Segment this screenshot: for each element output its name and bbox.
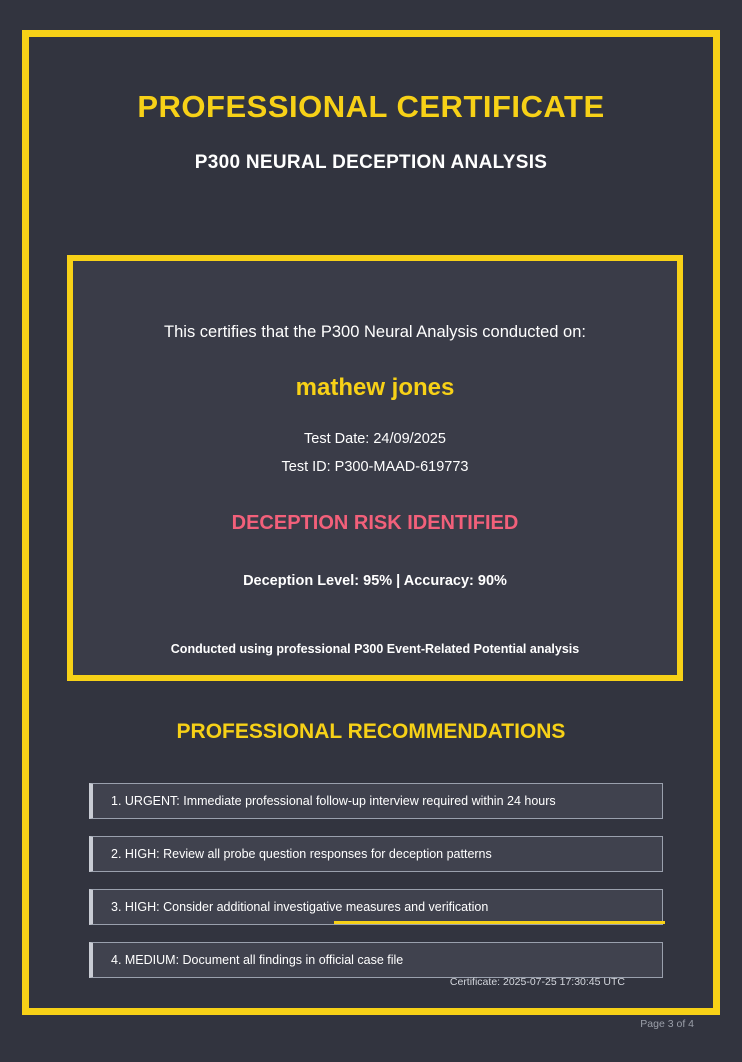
list-item: 2. HIGH: Review all probe question responses for deception patterns [89,836,663,872]
certifies-statement: This certifies that the P300 Neural Analysis conducted on: [164,323,586,341]
certificate-border [22,30,720,1015]
accent-divider [334,921,665,924]
certificate-timestamp: Certificate: 2025-07-25 17:30:45 UTC [449,976,625,988]
test-id: Test ID: P300-MAAD-619773 [281,459,469,475]
certificate-subtitle: P300 NEURAL DECEPTION ANALYSIS [194,152,548,173]
certificate-details-panel [67,255,683,681]
status-badge: DECEPTION RISK IDENTIFIED [231,512,519,534]
list-item: 1. URGENT: Immediate professional follow-up interview required within 24 hours [89,783,663,819]
recommendations-heading: PROFESSIONAL RECOMMENDATIONS [176,720,566,743]
method-note: Conducted using professional P300 Event-Related Potential analysis [170,642,580,656]
test-date: Test Date: 24/09/2025 [304,431,446,447]
recommendations-list [89,783,663,995]
subject-name: mathew jones [295,374,455,401]
list-item: 3. HIGH: Consider additional investigative measures and verification [89,889,663,925]
deception-accuracy-levels: Deception Level: 95% | Accuracy: 90% [243,573,507,589]
page-title: PROFESSIONAL CERTIFICATE [137,89,605,124]
page-number: Page 3 of 4 [640,1018,694,1030]
list-item: 4. MEDIUM: Document all findings in official case file [89,942,663,978]
